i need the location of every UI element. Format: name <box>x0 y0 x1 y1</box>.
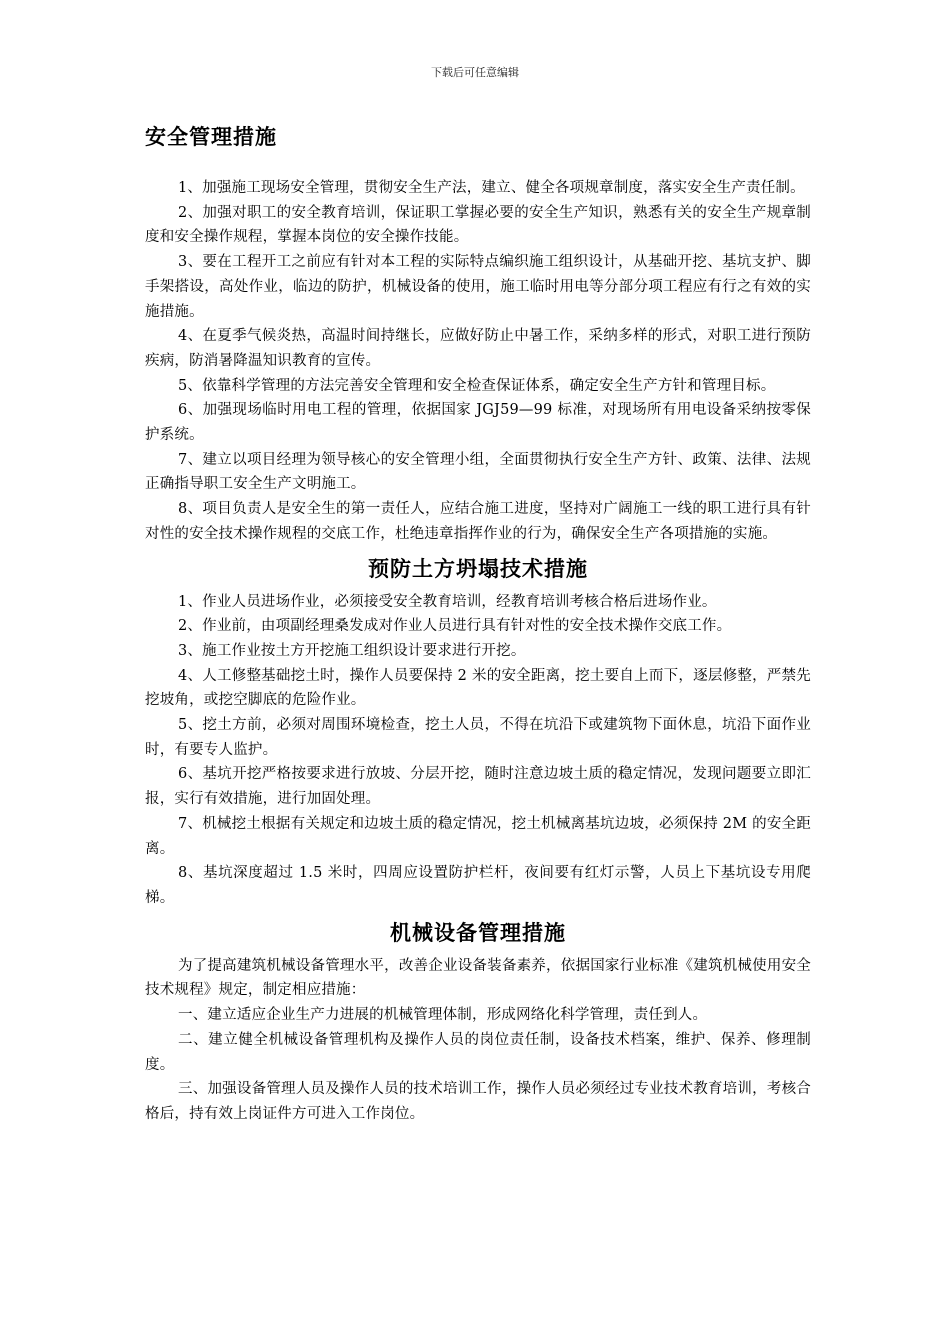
paragraph: 8、基坑深度超过 1.5 米时，四周应设置防护栏杆，夜间要有红灯示警，人员上下基坑设专用爬梯。 <box>145 865 811 906</box>
paragraph: 2、加强对职工的安全教育培训，保证职工掌握必要的安全生产知识，熟悉有关的安全生产规章制度和安全操作规程，掌握本岗位的安全操作技能。 <box>145 204 811 246</box>
paragraph: 5、依靠科学管理的方法完善安全管理和安全检查保证体系，确定安全生产方针和管理目标。 <box>178 377 776 394</box>
paragraph: 1、作业人员进场作业，必须接受安全教育培训，经教育培训考核合格后进场作业。 <box>178 593 717 610</box>
paragraph: 3、施工作业按土方开挖施工组织设计要求进行开挖。 <box>178 642 526 659</box>
paragraph: 1、加强施工现场安全管理，贯彻安全生产法，建立、健全各项规章制度，落实安全生产责任制。 <box>178 180 805 196</box>
page-header: 下载后可任意编辑 <box>431 66 519 79</box>
paragraph: 4、人工修整基础挖土时，操作人员要保持 2 米的安全距离，挖土要自上而下，逐层修整，严禁先挖坡角，或挖空脚底的危险作业。 <box>145 667 811 709</box>
document-body <box>145 122 811 1127</box>
paragraph: 5、挖土方前，必须对周围环境检查，挖土人员，不得在坑沿下或建筑物下面休息，坑沿下面作业时，有要专人监护。 <box>145 717 811 758</box>
section-title-collapse-prevention: 预防土方坍塌技术措施 <box>368 556 588 581</box>
paragraph: 为了提高建筑机械设备管理水平，改善企业设备装备素养，依据国家行业标准《建筑机械使用安全技术规程》规定，制定相应措施： <box>145 957 811 999</box>
paragraph: 3、要在工程开工之前应有针对本工程的实际特点编织施工组织设计，从基础开挖、基坑支护、脚手架搭设，高处作业，临边的防护，机械设备的使用，施工临时用电等分部分项工程应有行之有效的实施措施。 <box>145 254 811 320</box>
paragraph: 7、机械挖土根据有关规定和边坡土质的稳定情况，挖土机械离基坑边坡，必须保持 2M 的安全距离。 <box>145 815 811 857</box>
paragraph: 2、作业前，由项副经理桑发成对作业人员进行具有针对性的安全技术操作交底工作。 <box>178 618 732 635</box>
paragraph: 6、基坑开挖严格按要求进行放坡、分层开挖，随时注意边坡土质的稳定情况，发现问题要立即汇报，实行有效措施，进行加固处理。 <box>145 766 811 808</box>
section-title-safety: 安全管理措施 <box>145 125 277 149</box>
paragraph: 8、项目负责人是安全生的第一责任人，应结合施工进度，坚持对广阔施工一线的职工进行具有针对性的安全技术操作规程的交底工作，杜绝违章指挥作业的行为，确保安全生产各项措施的实施。 <box>145 501 811 542</box>
paragraph: 二、建立健全机械设备管理机构及操作人员的岗位责任制，设备技术档案，维护、保养、修理制度。 <box>145 1031 811 1073</box>
paragraph: 7、建立以项目经理为领导核心的安全管理小组，全面贯彻执行安全生产方针、政策、法律、法规正确指导职工安全生产文明施工。 <box>145 451 811 493</box>
paragraph: 三、加强设备管理人员及操作人员的技术培训工作，操作人员必须经过专业技术教育培训，考核合格后，持有效上岗证件方可进入工作岗位。 <box>145 1081 811 1122</box>
section-title-machinery: 机械设备管理措施 <box>390 920 566 945</box>
paragraph: 6、加强现场临时用电工程的管理，依据国家 JGJ59—99 标准，对现场所有用电设备采纳按零保护系统。 <box>145 402 811 444</box>
paragraph: 4、在夏季气候炎热，高温时间持继长，应做好防止中暑工作，采纳多样的形式，对职工进行预防疾病，防消暑降温知识教育的宣传。 <box>145 328 811 369</box>
paragraph: 一、建立适应企业生产力进展的机械管理体制，形成网络化科学管理，责任到人。 <box>178 1007 708 1024</box>
